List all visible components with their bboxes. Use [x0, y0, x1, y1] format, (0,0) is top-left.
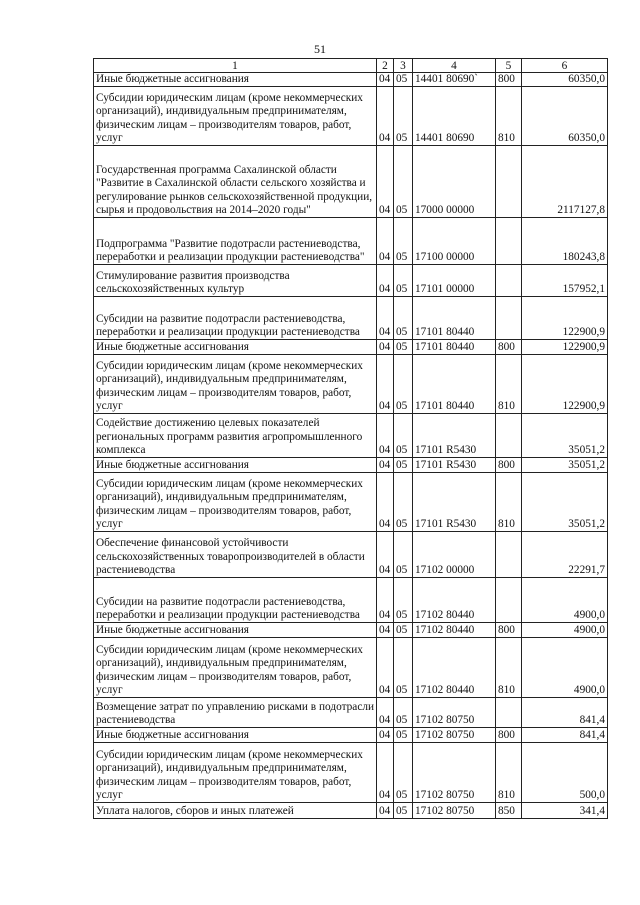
row-target-article: 17102 80750: [413, 698, 496, 728]
row-name: Иные бюджетные ассигнования: [94, 623, 377, 638]
row-target-article: 17102 80440: [413, 623, 496, 638]
row-target-article: 17101 80440: [413, 340, 496, 355]
row-expense-type: 800: [496, 73, 522, 87]
table-row: [94, 87, 608, 146]
row-subsection-code: 05: [394, 458, 413, 473]
row-name: Субсидии на развитие подотрасли растениеводства, переработки и реализации продукции растениеводства: [94, 578, 377, 623]
row-amount: 341,4: [522, 803, 608, 819]
row-amount: 35051,2: [522, 473, 608, 532]
table-row: [94, 340, 608, 355]
row-subsection-code: 05: [394, 73, 413, 87]
row-subsection-code: 05: [394, 87, 413, 146]
page-number: 51: [314, 42, 326, 56]
table-row: [94, 743, 608, 803]
row-subsection-code: 05: [394, 578, 413, 623]
row-amount: 157952,1: [522, 265, 608, 297]
row-subsection-code: 05: [394, 297, 413, 340]
row-amount: 180243,8: [522, 218, 608, 265]
row-expense-type: 810: [496, 473, 522, 532]
table-row: [94, 414, 608, 458]
row-subsection-code: 05: [394, 743, 413, 803]
row-amount: 60350,0: [522, 73, 608, 87]
row-subsection-code: 05: [394, 146, 413, 218]
row-section-code: 04: [377, 340, 394, 355]
column-header: 4: [413, 59, 496, 73]
row-section-code: 04: [377, 473, 394, 532]
row-amount: 122900,9: [522, 355, 608, 414]
row-section-code: 04: [377, 218, 394, 265]
row-section-code: 04: [377, 87, 394, 146]
row-target-article: 14401 80690`: [413, 73, 496, 87]
row-name: Стимулирование развития производства сельскохозяйственных культур: [94, 265, 377, 297]
budget-table: [93, 58, 608, 819]
row-section-code: 04: [377, 743, 394, 803]
column-header: 1: [94, 59, 377, 73]
row-amount: 4900,0: [522, 638, 608, 698]
row-expense-type: 800: [496, 458, 522, 473]
row-expense-type: [496, 578, 522, 623]
row-subsection-code: 05: [394, 698, 413, 728]
row-target-article: 17102 00000: [413, 532, 496, 578]
row-expense-type: [496, 218, 522, 265]
row-target-article: 17102 80750: [413, 803, 496, 819]
table-row: [94, 578, 608, 623]
row-amount: 841,4: [522, 728, 608, 743]
row-target-article: 17101 80440: [413, 355, 496, 414]
row-target-article: 17102 80750: [413, 743, 496, 803]
table-row: [94, 73, 608, 87]
row-name: Субсидии на развитие подотрасли растениеводства, переработки и реализации продукции растениеводства: [94, 297, 377, 340]
table-header-row: [94, 59, 608, 73]
row-target-article: 17102 80750: [413, 728, 496, 743]
row-name: Иные бюджетные ассигнования: [94, 458, 377, 473]
row-section-code: 04: [377, 698, 394, 728]
row-name: Содействие достижению целевых показателей региональных программ развития агропромышленного комплекса: [94, 414, 377, 458]
row-section-code: 04: [377, 638, 394, 698]
row-target-article: 17102 80440: [413, 578, 496, 623]
row-expense-type: [496, 414, 522, 458]
row-name: Субсидии юридическим лицам (кроме некоммерческих организаций), индивидуальным предпринимателям, физическим лицам – производителям товаров, работ, услуг: [94, 743, 377, 803]
table-row: [94, 218, 608, 265]
table-row: [94, 638, 608, 698]
row-expense-type: 810: [496, 355, 522, 414]
row-subsection-code: 05: [394, 728, 413, 743]
row-section-code: 04: [377, 623, 394, 638]
row-amount: 22291,7: [522, 532, 608, 578]
row-section-code: 04: [377, 578, 394, 623]
table-row: [94, 146, 608, 218]
column-header: 5: [496, 59, 522, 73]
row-subsection-code: 05: [394, 473, 413, 532]
table-row: [94, 265, 608, 297]
row-subsection-code: 05: [394, 218, 413, 265]
column-header: 2: [377, 59, 394, 73]
table-row: [94, 803, 608, 819]
table-row: [94, 698, 608, 728]
row-target-article: 17101 00000: [413, 265, 496, 297]
row-name: Субсидии юридическим лицам (кроме некоммерческих организаций), индивидуальным предпринимателям, физическим лицам – производителям товаров, работ, услуг: [94, 87, 377, 146]
row-amount: 4900,0: [522, 623, 608, 638]
row-expense-type: [496, 532, 522, 578]
row-name: Иные бюджетные ассигнования: [94, 340, 377, 355]
row-subsection-code: 05: [394, 623, 413, 638]
row-target-article: 17101 R5430: [413, 414, 496, 458]
row-name: Возмещение затрат по управлению рисками в подотрасли растениеводства: [94, 698, 377, 728]
row-name: Государственная программа Сахалинской области "Развитие в Сахалинской области сельского хозяйства и регулирование рынков сельскохозяйственной продукции, сырья и продовольствия на 2014–2020 годы": [94, 146, 377, 218]
row-target-article: 14401 80690: [413, 87, 496, 146]
row-section-code: 04: [377, 803, 394, 819]
row-subsection-code: 05: [394, 414, 413, 458]
row-amount: 4900,0: [522, 578, 608, 623]
row-amount: 841,4: [522, 698, 608, 728]
row-expense-type: 800: [496, 728, 522, 743]
row-target-article: 17100 00000: [413, 218, 496, 265]
column-header: 3: [394, 59, 413, 73]
row-section-code: 04: [377, 728, 394, 743]
column-header: 6: [522, 59, 608, 73]
row-section-code: 04: [377, 265, 394, 297]
row-expense-type: 810: [496, 638, 522, 698]
row-amount: 122900,9: [522, 297, 608, 340]
row-name: Уплата налогов, сборов и иных платежей: [94, 803, 377, 819]
row-name: Подпрограмма "Развитие подотрасли растениеводства, переработки и реализации продукции растениеводства": [94, 218, 377, 265]
row-section-code: 04: [377, 532, 394, 578]
row-amount: 500,0: [522, 743, 608, 803]
row-amount: 122900,9: [522, 340, 608, 355]
row-name: Субсидии юридическим лицам (кроме некоммерческих организаций), индивидуальным предпринимателям, физическим лицам – производителям товаров, работ, услуг: [94, 638, 377, 698]
row-name: Субсидии юридическим лицам (кроме некоммерческих организаций), индивидуальным предпринимателям, физическим лицам – производителям товаров, работ, услуг: [94, 355, 377, 414]
table-row: [94, 355, 608, 414]
row-expense-type: [496, 146, 522, 218]
row-expense-type: [496, 698, 522, 728]
row-amount: 35051,2: [522, 414, 608, 458]
row-name: Иные бюджетные ассигнования: [94, 73, 377, 87]
table-row: [94, 473, 608, 532]
row-expense-type: 800: [496, 340, 522, 355]
row-section-code: 04: [377, 73, 394, 87]
row-section-code: 04: [377, 458, 394, 473]
row-target-article: 17101 R5430: [413, 458, 496, 473]
row-amount: 60350,0: [522, 87, 608, 146]
row-target-article: 17000 00000: [413, 146, 496, 218]
row-subsection-code: 05: [394, 340, 413, 355]
table-row: [94, 532, 608, 578]
row-amount: 2117127,8: [522, 146, 608, 218]
table-row: [94, 623, 608, 638]
row-subsection-code: 05: [394, 355, 413, 414]
table-row: [94, 728, 608, 743]
row-expense-type: [496, 265, 522, 297]
row-subsection-code: 05: [394, 803, 413, 819]
row-expense-type: 810: [496, 743, 522, 803]
row-target-article: 17101 80440: [413, 297, 496, 340]
row-expense-type: 800: [496, 623, 522, 638]
row-subsection-code: 05: [394, 265, 413, 297]
row-amount: 35051,2: [522, 458, 608, 473]
row-name: Обеспечение финансовой устойчивости сельскохозяйственных товаропроизводителей в области растениеводства: [94, 532, 377, 578]
row-target-article: 17101 R5430: [413, 473, 496, 532]
row-name: Иные бюджетные ассигнования: [94, 728, 377, 743]
row-target-article: 17102 80440: [413, 638, 496, 698]
row-expense-type: 810: [496, 87, 522, 146]
row-section-code: 04: [377, 297, 394, 340]
row-name: Субсидии юридическим лицам (кроме некоммерческих организаций), индивидуальным предпринимателям, физическим лицам – производителям товаров, работ, услуг: [94, 473, 377, 532]
table-row: [94, 458, 608, 473]
row-section-code: 04: [377, 146, 394, 218]
row-section-code: 04: [377, 355, 394, 414]
row-expense-type: 850: [496, 803, 522, 819]
row-subsection-code: 05: [394, 532, 413, 578]
row-section-code: 04: [377, 414, 394, 458]
row-subsection-code: 05: [394, 638, 413, 698]
row-expense-type: [496, 297, 522, 340]
table-row: [94, 297, 608, 340]
